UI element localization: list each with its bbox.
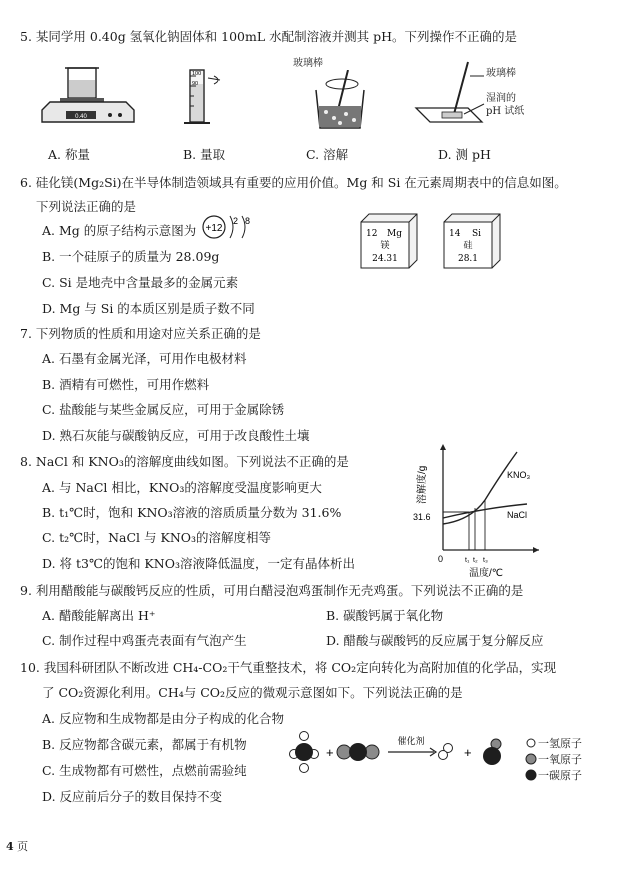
cylinder-tick-90: 90 <box>192 81 199 87</box>
plus-sign-2: + <box>464 745 472 760</box>
q6-option-b: B. 一个硅原子的质量为 28.09g <box>42 249 220 264</box>
q10-option-a: A. 反应物和生成物都是由分子构成的化合物 <box>42 711 284 726</box>
q5d-paper-label: pH 试纸 <box>486 106 525 117</box>
si-number: 14 <box>449 229 461 239</box>
measuring-cylinder-figure <box>172 62 232 130</box>
balance-figure <box>38 62 138 130</box>
element-box-mg <box>355 210 423 272</box>
q9-option-d: D. 醋酸与碳酸钙的反应属于复分解反应 <box>326 633 544 648</box>
q6-option-c: C. Si 是地壳中含量最多的金属元素 <box>42 275 239 290</box>
page-number: 4 <box>6 840 14 853</box>
chart-x-tick-t3: t₃ <box>483 557 488 564</box>
chart-origin: 0 <box>438 554 444 564</box>
legend-carbon: 一碳原子 <box>538 769 582 782</box>
chart-y-label: 溶解度/g <box>417 465 428 504</box>
si-symbol: Si <box>472 229 482 239</box>
page-footer <box>6 840 28 854</box>
atom-shell-2: 8 <box>245 216 251 226</box>
chart-x-tick-t1: t₁ <box>465 557 470 564</box>
mg-name: 镁 <box>380 241 390 251</box>
q6-option-d: D. Mg 与 Si 的本质区别是质子数不同 <box>42 301 255 316</box>
q7-option-c: C. 盐酸能与某些金属反应，可用于金属除锈 <box>42 402 285 417</box>
kno3-curve <box>443 452 517 524</box>
ch4-carbon <box>295 743 313 761</box>
q9-option-a: A. 醋酸能解离出 H⁺ <box>42 608 156 623</box>
mg-symbol: Mg <box>387 229 402 239</box>
q7-option-b: B. 酒精有可燃性，可用作燃料 <box>42 377 210 392</box>
q6-option-a: A. Mg 的原子结构示意图为 <box>42 223 197 238</box>
plus-sign-1: + <box>326 745 334 760</box>
si-name: 硅 <box>463 241 473 251</box>
q5d-rod-label: 玻璃棒 <box>486 68 516 79</box>
q10-stem-line1: 10. 我国科研团队不断改进 CH₄-CO₂干气重整技术，将 CO₂定向转化为高附加值的化学品，实现 <box>20 660 557 675</box>
q10-stem-line2: 了 CO₂资源化利用。CH₄与 CO₂反应的微观示意图如下。下列说法正确的是 <box>42 685 463 700</box>
q5-stem: 5. 某同学用 0.40g 氢氧化钠固体和 100mL 水配制溶液并测其 pH。下列操作不正确的是 <box>20 29 518 44</box>
reaction-diagram <box>288 730 516 782</box>
q9-stem: 9. 利用醋酸能与碳酸钙反应的性质，可用白醋浸泡鸡蛋制作无壳鸡蛋。下列说法不正确的是 <box>20 583 524 598</box>
ph-test-figure <box>408 58 488 132</box>
q5c-rod-label: 玻璃棒 <box>293 58 323 69</box>
chart-x-tick-t2: t₂ <box>473 557 478 564</box>
q6-stem-line1: 6. 硅化镁(Mg₂Si)在半导体制造领域具有重要的应用价值。Mg 和 Si 在元素周期表中的信息如图。 <box>20 175 567 190</box>
series-kno3: KNO₃ <box>507 470 531 480</box>
q10-option-c: C. 生成物都有可燃性，点燃前需验纯 <box>42 763 247 778</box>
q5-caption-c: C. 溶解 <box>306 147 349 162</box>
q5d-wet-label: 湿润的 <box>486 93 516 104</box>
q8-option-d: D. 将 t3℃的饱和 KNO₃溶液降低温度，一定有晶体析出 <box>42 556 355 571</box>
chart-y-tick: 31.6 <box>413 512 431 522</box>
q7-option-a: A. 石墨有金属光泽，可用作电极材料 <box>42 351 247 366</box>
q7-stem: 7. 下列物质的性质和用途对应关系正确的是 <box>20 326 261 341</box>
cylinder-tick-100: 100 <box>192 71 202 77</box>
page-suffix: 页 <box>17 840 29 853</box>
solubility-curve-chart <box>405 438 545 580</box>
atom-shell-1: 2 <box>233 216 239 226</box>
co-carbon <box>483 747 501 765</box>
balance-display: 0.40 <box>75 114 87 120</box>
q7-option-d: D. 熟石灰能与碳酸钠反应，可用于改良酸性土壤 <box>42 428 310 443</box>
q8-stem: 8. NaCl 和 KNO₃的溶解度曲线如图。下列说法不正确的是 <box>20 454 349 469</box>
q9-option-b: B. 碳酸钙属于氧化物 <box>326 608 444 623</box>
si-mass: 28.1 <box>457 254 479 264</box>
legend-hydrogen: 一氢原子 <box>538 737 582 750</box>
q8-option-a: A. 与 NaCl 相比，KNO₃的溶解度受温度影响更大 <box>42 480 322 495</box>
series-nacl: NaCl <box>507 510 528 520</box>
q5-caption-b: B. 量取 <box>183 147 226 162</box>
q5-caption-d: D. 测 pH <box>438 147 491 162</box>
q8-option-b: B. t₁℃时，饱和 KNO₃溶液的溶质质量分数为 31.6% <box>42 505 342 520</box>
element-box-si <box>438 210 506 272</box>
q5-caption-a: A. 称量 <box>48 147 90 162</box>
atom-legend-icons <box>524 736 538 786</box>
q6-stem-line2: 下列说法正确的是 <box>36 199 137 214</box>
mg-number: 12 <box>366 229 378 239</box>
mg-mass: 24.31 <box>372 254 398 264</box>
atom-nucleus: +12 <box>205 223 223 234</box>
co2-carbon <box>349 743 367 761</box>
mg-atom-structure-figure <box>200 212 260 242</box>
chart-x-label: 温度/℃ <box>469 568 504 579</box>
q8-option-c: C. t₂℃时，NaCl 与 KNO₃的溶解度相等 <box>42 530 272 545</box>
dissolving-figure <box>300 70 380 132</box>
q9-option-c: C. 制作过程中鸡蛋壳表面有气泡产生 <box>42 633 247 648</box>
q10-option-d: D. 反应前后分子的数目保持不变 <box>42 789 223 804</box>
q10-option-b: B. 反应物都含碳元素，都属于有机物 <box>42 737 247 752</box>
legend-oxygen: 一氧原子 <box>538 753 582 766</box>
catalyst-label: 催化剂 <box>397 736 425 746</box>
